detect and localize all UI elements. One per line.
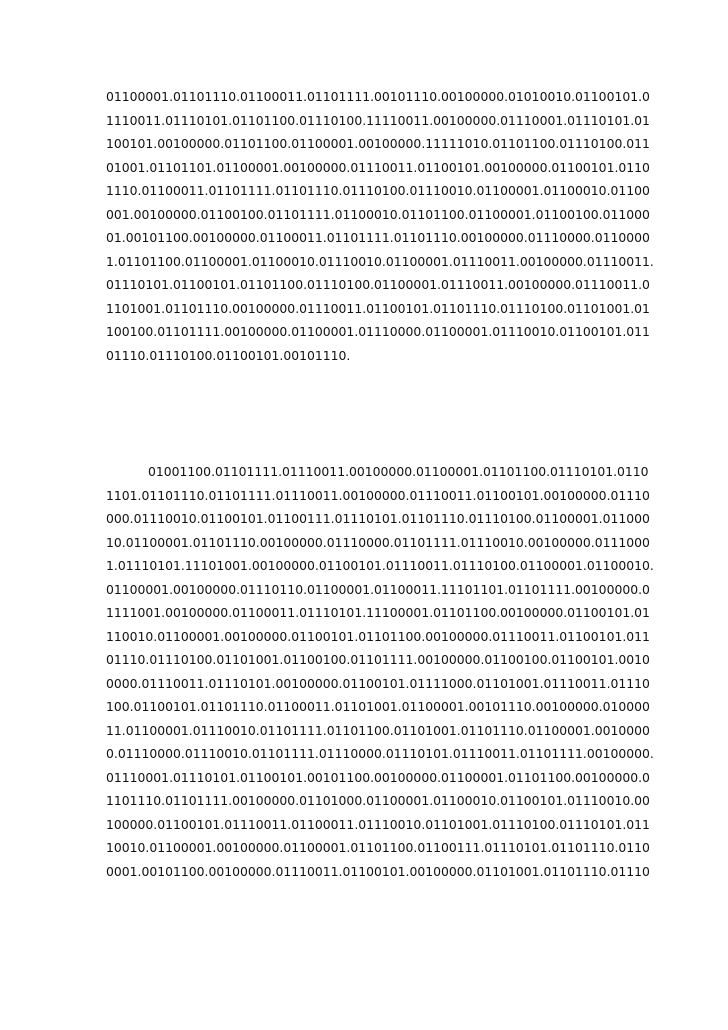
text-line: 01110.01110100.01100101.00101110. — [106, 347, 351, 363]
text-line: 10.01100001.01101110.00100000.01110000.01101111.01110010.00100000.0111000 — [106, 534, 650, 550]
text-line: 01100001.00100000.01110110.01100001.01100011.11101101.01101111.00100000.0 — [106, 581, 650, 597]
text-line: 1111001.00100000.01100011.01110101.11100001.01101100.00100000.01100101.01 — [106, 605, 650, 620]
text-line: 1101001.01101110.00100000.01110011.01100101.01101110.01110100.01101001.01 — [106, 300, 650, 316]
text-line: 01110.01110100.01101001.01100100.01101111.00100000.01100100.01100101.0010 — [106, 652, 650, 667]
text-line: 100.01100101.01101110.01100011.01101001.01100001.00101110.00100000.010000 — [106, 699, 650, 714]
text-line: 1.01110101.11101001.00100000.01100101.01110011.01110100.01100001.01100010. — [106, 558, 654, 573]
text-line: 100100.01101111.00100000.01100001.01110000.01100001.01110010.01100101.011 — [106, 324, 650, 339]
text-line: 1101110.01101111.00100000.01101000.01100001.01100010.01100101.01110010.00 — [106, 793, 650, 808]
text-line: 001.00100000.01100100.01101111.01100010.01101100.01100001.01100100.011000 — [106, 206, 650, 222]
text-line: 1101.01101110.01101111.01110011.00100000.01110011.01100101.00100000.01110 — [106, 487, 650, 503]
text-line: 01100001.01101110.01100011.01101111.00101110.00100000.01010010.01100101.0 — [106, 89, 650, 104]
text-line: 01001100.01101111.01110011.00100000.01100001.01101100.01110101.0110 — [148, 464, 649, 479]
text-line: 01001.01101101.01100001.00100000.01110011.01100101.00100000.01100101.0110 — [106, 159, 650, 175]
text-line: 100000.01100101.01110011.01100011.01110010.01101001.01110100.01110101.011 — [106, 816, 650, 832]
text-line: 01110101.01100101.01101100.01110100.01100001.01110011.00100000.01110011.0 — [106, 277, 650, 292]
text-line: 100101.00100000.01101100.01100001.00100000.11111010.01101100.01110100.011 — [106, 136, 650, 151]
text-line: 1110.01100011.01101111.01101110.01110100.01110010.01100001.01100010.01100 — [106, 183, 650, 198]
text-line: 11.01100001.01110010.01101111.01101100.01101001.01101110.01100001.0010000 — [106, 722, 650, 738]
text-line: 01.00101100.00100000.01100011.01101111.01101110.00100000.01110000.0110000 — [106, 230, 650, 245]
text-line: 000.01110010.01100101.01100111.01110101.01101110.01110100.01100001.011000 — [106, 511, 650, 526]
text-line: 0001.00101100.00100000.01110011.01100101.00100000.01101001.01101110.01110 — [106, 863, 650, 879]
text-line: 01110001.01110101.01100101.00101100.00100000.01100001.01101100.00100000.0 — [106, 769, 650, 785]
text-line: 1.01101100.01100001.01100010.01110010.01100001.01110011.00100000.01110011. — [106, 253, 654, 269]
paragraph-1 — [106, 88, 654, 370]
text-line: 110010.01100001.00100000.01100101.01101100.00100000.01110011.01100101.011 — [106, 628, 650, 644]
text-line: 0000.01110011.01110101.00100000.01100101.01111000.01101001.01110011.01110 — [106, 675, 650, 691]
paragraph-2 — [106, 463, 654, 886]
text-line: 10010.01100001.00100000.01100001.01101100.01100111.01110101.01101110.0110 — [106, 840, 650, 855]
text-line: 0.01110000.01110010.01101111.01110000.01110101.01110011.01101111.00100000. — [106, 746, 654, 761]
text-line: 1110011.01110101.01101100.01110100.11110011.00100000.01110001.01110101.01 — [106, 112, 650, 128]
